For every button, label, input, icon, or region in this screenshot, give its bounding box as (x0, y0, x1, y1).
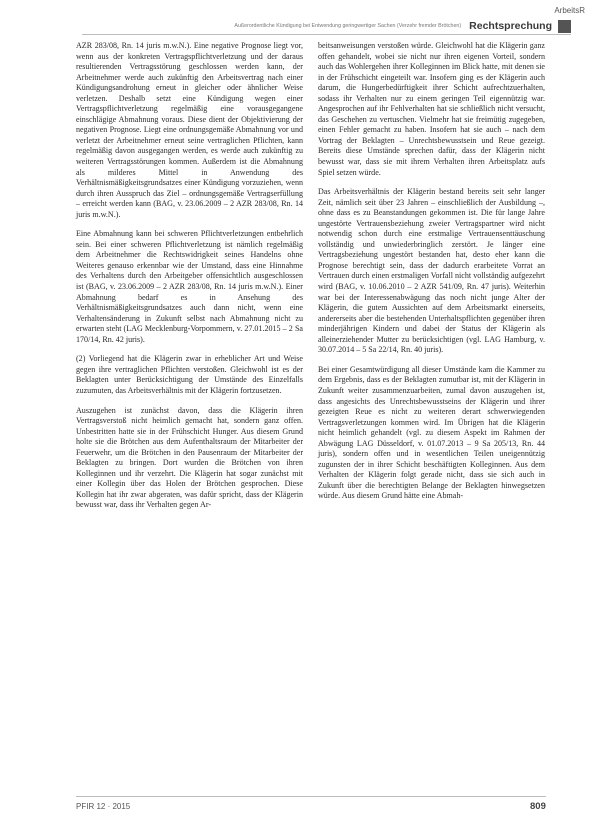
paragraph: beitsanweisungen verstoßen würde. Gleichwohl hat die Klägerin ganz offen gehandelt, wobei sie nicht nur ihren eigenen Vorteil, sondern auch das Wohlergehen ihrer Kolleginnen im Blick hatte, mit denen sie in der Frühschicht eingeteilt war. Insofern ging es der Klägerin auch darum, die Hungerbedürftigkeit ihrer Schicht aufrechtzuerhalten, sodass ihr Verhalten nur zu einem geringen Teil eigennützig war. Angesprochen auf ihr Fehlverhalten hat sie schließlich nicht versucht, das Geschehen zu vertuschen. Vielmehr hat sie freimütig zugegeben, einen Fehler gemacht zu haben. Insofern hat sie auch – nach dem Vortrag der Beklagten – Unrechtsbewusstsein und Reue gezeigt. Bereits diese Umstände sprechen dafür, dass der Klägerin nicht bewusst war, dass sie mit ihrem Verhalten ihren Arbeitsplatz aufs Spiel setzen würde. (318, 41, 545, 177)
section-title: Rechtsprechung (469, 20, 552, 32)
paragraph: Das Arbeitsverhältnis der Klägerin bestand bereits seit sehr langer Zeit, nämlich seit über 23 Jahren – einschließlich der Ausbildung –, ohne dass es zu Beanstandungen gekommen ist. Die für lange Jahre ungestörte Vertrauensbeziehung zweier Vertragspartner wird nicht notwendig schon durch eine erstmalige Vertrauensenttäuschung vollständig und unwiederbringlich zerstört. Je länger eine Vertragsbeziehung ungestört bestanden hat, desto eher kann die Prognose berechtigt sein, dass der dadurch erarbeitete Vorrat an Vertrauen durch einen erstmaligen Vorfall nicht vollständig aufgezehrt wird (BAG, v. 10.06.2010 – 2 AZR 541/09, Rn. 47 juris). Weiterhin war bei der Interessenabwägung das noch nicht junge Alter der Klägerin, die gutem Aussichten auf dem Arbeitsmarkt einerseits, andererseits aber die bestehenden Unterhaltspflichten gegenüber ihren minderjährigen Kindern und dabei der Status der Klägerin als alleinerziehender Mutter zu berücksichtigen (vgl. LAG Hamburg, v. 30.07.2014 – 5 Sa 22/14, Rn. 40 juris). (318, 187, 545, 355)
left-column (76, 41, 303, 520)
paragraph: Eine Abmahnung kann bei schweren Pflichtverletzungen entbehrlich sein. Bei einer schweren Pflichtverletzung ist nämlich regelmäßig dem Arbeitnehmer die Rechtswidrigkeit seines Handelns ohne Weiteres genauso erkennbar wie der Umstand, dass eine Hinnahme des Verhaltens durch den Arbeitgeber offensichtlich ausgeschlossen ist (BAG, v. 23.06.2009 – 2 AZR 283/08, Rn. 14 juris m.w.N.). Einer Abmahnung bedarf es in Ansehung des Verhältnismäßigkeitsgrundsatzes auch dann nicht, wenn eine Verhaltensänderung in Zukunft selbst nach Abmahnung nicht zu erwarten steht (LAG Mecklenburg-Vorpommern, v. 27.01.2015 – 2 Sa 170/14, Rn. 42 juris). (76, 229, 303, 344)
running-header-subtitle: Außerordentliche Kündigung bei Entwendung geringwertiger Sachen (Verzehr fremder Brötchen) (234, 23, 462, 29)
header-marker-block (558, 20, 571, 33)
paragraph: Bei einer Gesamtwürdigung all dieser Umstände kam die Kammer zu dem Ergebnis, dass es der Beklagten zumutbar ist, mit der Klägerin in Zukunft weiter zusammenzuarbeiten, zumal davon auszugehen ist, dass angesichts des Unrechtsbewusstseins der Klägerin und ihrer gezeigten Reue es nicht zu weiteren derart schwerwiegenden Vertragsverletzungen kommen wird. Im Übrigen hat die Klägerin nicht heimlich gehandelt (vgl. zu diesem Aspekt im Rahmen der Abwägung LAG Düsseldorf, v. 01.07.2013 – 9 Sa 205/13, Rn. 44 juris), sondern offen und in wesentlichen Teilen uneigennützig zugunsten der in ihrer Schicht beschäftigten Kolleginnen. Aus dem Verhalten der Klägerin folgt gerade nicht, dass sie sich auch in Zukunft über die berechtigten Belange der Beklagten hinwegsetzen würde. Aus diesem Grund hätte eine Abmah- (318, 364, 545, 501)
running-header (82, 18, 571, 35)
right-column (318, 41, 545, 511)
paragraph: Auszugehen ist zunächst davon, dass die Klägerin ihren Vertragsverstoß nicht heimlich gemacht hat, sondern ganz offen. Unbestritten hatte sie in der Frühschicht Hunger. Aus diesem Grund holte sie die Brötchen aus dem Aufenthaltsraum der Mitarbeiter der Feuerwehr, um die Brötchen in den Pausenraum der Mitarbeiter der Beklagten zu bringen. Dort wurden die Brötchen von ihren Kolleginnen und ihr verzehrt. Die Klägerin hat sogar zunächst mit einer Kollegin über das Holen der Brötchen gesprochen. Diese Kollegin hat ihr zwar abgeraten, was dafür spricht, dass der Klägerin bewusst war, dass ihr Verhalten gegen Ar- (76, 405, 303, 510)
paragraph: (2) Vorliegend hat die Klägerin zwar in erheblicher Art und Weise gegen ihre vertraglichen Pflichten verstoßen. Gleichwohl ist es der Beklagten unter Berücksichtigung der Umstände des Einzelfalls zuzumuten, das Arbeitsverhältnis mit der Klägerin fortzusetzen. (76, 354, 303, 395)
section-label: ArbeitsR (554, 6, 585, 15)
page-number: 809 (530, 801, 546, 812)
journal-issue: PFIR 12 · 2015 (76, 802, 131, 811)
paragraph: AZR 283/08, Rn. 14 juris m.w.N.). Eine negative Prognose liegt vor, wenn aus der konkreten Vertragspflichtverletzung und der daraus resultierenden Vertragsstörung geschlossen werden kann, der Arbeitnehmer werde auch zukünftig den Arbeitsvertrag nach einer Kündigungsandrohung erneut in gleicher oder ähnlicher Weise verletzen. Deshalb setzt eine Kündigung wegen einer Vertragspflichtverletzung regelmäßig eine vorausgegangene einschlägige Abmahnung voraus. Diese dient der Objektivierung der negativen Prognose. Liegt eine ordnungsgemäße Abmahnung vor und verletzt der Arbeitnehmer erneut seine vertraglichen Pflichten, kann regelmäßig davon ausgegangen werden, es werde auch zukünftig zu weiteren Vertragsstörungen kommen. Außerdem ist die Abmahnung als milderes Mittel in Anwendung des Verhältnismäßigkeitsgrundsatzes einer Kündigung vorzuziehen, wenn durch ihren Ausspruch das Ziel – ordnungsgemäße Vertragserfüllung – erreicht werden kann (BAG, v. 23.06.2009 – 2 AZR 283/08, Rn. 14 juris m.w.N.). (76, 41, 303, 219)
footer-divider (76, 796, 546, 797)
